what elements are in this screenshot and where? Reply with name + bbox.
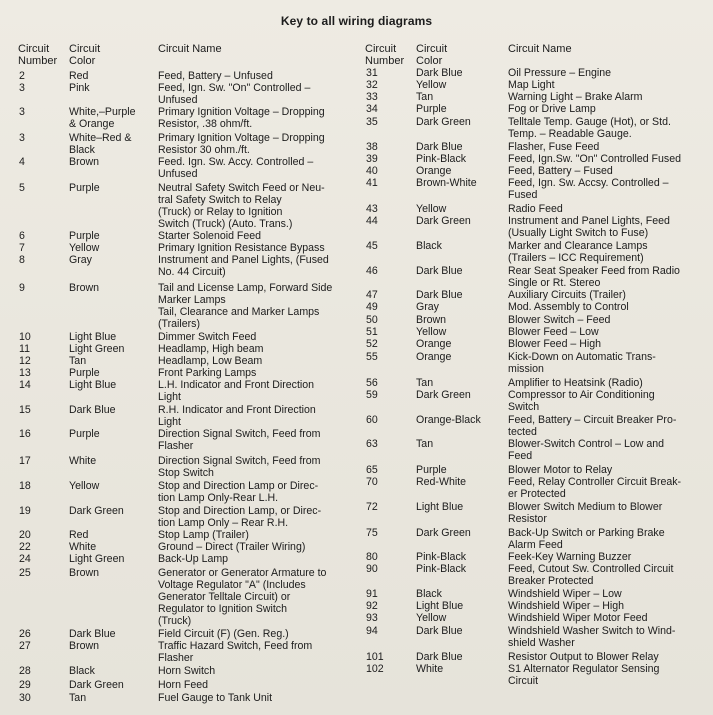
circuit-color: Black <box>416 240 442 252</box>
circuit-name: Alarm Feed <box>508 539 563 551</box>
circuit-name: Stop Switch <box>158 467 214 479</box>
circuit-number: 43 <box>366 203 378 215</box>
circuit-name: Dimmer Switch Feed <box>158 331 257 343</box>
circuit-color: Tan <box>416 438 434 450</box>
header-circuit-color: Circuit Color <box>69 43 101 67</box>
circuit-name: Field Circuit (F) (Gen. Reg.) <box>158 628 289 640</box>
circuit-number: 16 <box>19 428 31 440</box>
circuit-name: Amplifier to Heatsink (Radio) <box>508 377 643 389</box>
circuit-name: Breaker Protected <box>508 575 594 587</box>
circuit-number: 46 <box>366 265 378 277</box>
circuit-color: Purple <box>416 103 447 115</box>
circuit-color: Yellow <box>416 612 447 624</box>
circuit-color: Yellow <box>416 326 447 338</box>
circuit-color: Purple <box>69 182 100 194</box>
circuit-color: Red <box>69 529 89 541</box>
circuit-name: tion Lamp Only-Rear L.H. <box>158 492 279 504</box>
circuit-name: R.H. Indicator and Front Direction <box>158 404 316 416</box>
circuit-number: 59 <box>366 389 378 401</box>
circuit-color: Red-White <box>416 476 467 488</box>
circuit-name: Stop and Direction Lamp, or Direc- <box>158 505 322 517</box>
circuit-number: 40 <box>366 165 378 177</box>
circuit-number: 45 <box>366 240 378 252</box>
circuit-number: 26 <box>19 628 31 640</box>
circuit-number: 20 <box>19 529 31 541</box>
circuit-name: Tail and License Lamp, Forward Side <box>158 282 333 294</box>
circuit-name: (Usually Light Switch to Fuse) <box>508 227 649 239</box>
circuit-color: Dark Blue <box>416 141 463 153</box>
circuit-name: No. 44 Circuit) <box>158 266 226 278</box>
circuit-number: 18 <box>19 480 31 492</box>
circuit-name: Fuel Gauge to Tank Unit <box>158 692 273 704</box>
circuit-number: 11 <box>19 343 30 355</box>
circuit-number: 72 <box>366 501 378 513</box>
circuit-name: Oil Pressure – Engine <box>508 67 612 79</box>
circuit-color: Light Blue <box>416 600 464 612</box>
circuit-name: Light <box>158 416 181 428</box>
circuit-number: 14 <box>19 379 31 391</box>
circuit-number: 33 <box>366 91 378 103</box>
circuit-name: Generator or Generator Armature to <box>158 567 327 579</box>
circuit-name: Feek-Key Warning Buzzer <box>508 551 632 563</box>
circuit-name: Ground – Direct (Trailer Wiring) <box>158 541 306 553</box>
circuit-name: Windshield Wiper Motor Feed <box>508 612 648 624</box>
circuit-color: Tan <box>416 377 434 389</box>
circuit-color: Black <box>69 665 95 677</box>
circuit-number: 55 <box>366 351 378 363</box>
circuit-color: Light Green <box>69 343 125 355</box>
circuit-color: White <box>69 455 97 467</box>
circuit-name: Feed, Ign. Sw. Accsy. Controlled – <box>508 177 669 189</box>
circuit-name: Auxiliary Circuits (Trailer) <box>508 289 626 301</box>
circuit-name: Resistor Output to Blower Relay <box>508 651 659 663</box>
circuit-color: Dark Green <box>416 527 471 539</box>
circuit-number: 31 <box>366 67 378 79</box>
circuit-number: 30 <box>19 692 31 704</box>
header-circuit-number: Circuit Number <box>18 43 58 67</box>
circuit-name: Feed. Ign. Sw. Accy. Controlled – <box>158 156 314 168</box>
circuit-number: 93 <box>366 612 378 624</box>
circuit-name: Feed, Battery – Fused <box>508 165 613 177</box>
circuit-color: Light Blue <box>69 379 117 391</box>
circuit-number: 52 <box>366 338 378 350</box>
circuit-color: Dark Green <box>416 215 471 227</box>
circuit-number: 92 <box>366 600 378 612</box>
circuit-number: 101 <box>366 651 384 663</box>
circuit-color: Pink-Black <box>416 153 467 165</box>
circuit-name: Single or Rt. Stereo <box>508 277 601 289</box>
circuit-name: Stop Lamp (Trailer) <box>158 529 249 541</box>
circuit-number: 2 <box>19 70 25 82</box>
circuit-color: Purple <box>69 367 100 379</box>
circuit-number: 80 <box>366 551 378 563</box>
circuit-name: Tail, Clearance and Marker Lamps <box>158 306 320 318</box>
circuit-number: 28 <box>19 665 31 677</box>
circuit-name: mission <box>508 363 544 375</box>
circuit-color: Black <box>416 588 442 600</box>
circuit-name: Horn Feed <box>158 679 209 691</box>
circuit-name: Blower Feed – Low <box>508 326 599 338</box>
circuit-number: 29 <box>19 679 31 691</box>
circuit-name: (Trailers – ICC Requirement) <box>508 252 644 264</box>
circuit-name: Regulator to Ignition Switch <box>158 603 287 615</box>
circuit-name: Starter Solenoid Feed <box>158 230 262 242</box>
circuit-name: Headlamp, High beam <box>158 343 264 355</box>
circuit-number: 75 <box>366 527 378 539</box>
circuit-number: 47 <box>366 289 378 301</box>
circuit-name: Compressor to Air Conditioning <box>508 389 655 401</box>
circuit-name: tected <box>508 426 537 438</box>
circuit-name: Feed, Cutout Sw. Controlled Circuit <box>508 563 674 575</box>
circuit-name: Feed, Ign. Sw. "On" Controlled – <box>158 82 311 94</box>
circuit-number: 24 <box>19 553 31 565</box>
circuit-color: Pink <box>69 82 90 94</box>
circuit-name: Primary Ignition Resistance Bypass <box>158 242 325 254</box>
circuit-name: Windshield Washer Switch to Wind- <box>508 625 676 637</box>
circuit-color: Orange <box>416 338 452 350</box>
circuit-color: Purple <box>69 428 100 440</box>
circuit-number: 41 <box>366 177 378 189</box>
circuit-color: Dark Blue <box>416 67 463 79</box>
circuit-color: Dark Green <box>69 679 124 691</box>
circuit-name: Resistor <box>508 513 547 525</box>
circuit-color: Brown-White <box>416 177 477 189</box>
circuit-color: Light Blue <box>69 331 117 343</box>
circuit-name: Flasher <box>158 440 194 452</box>
circuit-color: Black <box>69 144 95 156</box>
circuit-number: 70 <box>366 476 378 488</box>
circuit-name: Blower-Switch Control – Low and <box>508 438 665 450</box>
circuit-name: Blower Switch – Feed <box>508 314 611 326</box>
circuit-color: Light Blue <box>416 501 464 513</box>
circuit-name: Circuit <box>508 675 539 687</box>
circuit-color: Dark Blue <box>416 651 463 663</box>
circuit-number: 35 <box>366 116 378 128</box>
circuit-color: Dark Green <box>416 389 471 401</box>
circuit-color: Dark Blue <box>416 289 463 301</box>
circuit-name: Back-Up Lamp <box>158 553 229 565</box>
circuit-name: Map Light <box>508 79 555 91</box>
circuit-number: 50 <box>366 314 378 326</box>
circuit-color: Brown <box>69 282 100 294</box>
circuit-name: (Truck) or Relay to Ignition <box>158 206 283 218</box>
circuit-color: Brown <box>416 314 447 326</box>
circuit-number: 60 <box>366 414 378 426</box>
circuit-name: Instrument and Panel Lights, (Fused <box>158 254 329 266</box>
circuit-name: Rear Seat Speaker Feed from Radio <box>508 265 680 277</box>
circuit-number: 27 <box>19 640 31 652</box>
circuit-color: Tan <box>416 91 434 103</box>
circuit-color: Purple <box>69 230 100 242</box>
circuit-name: Telltale Temp. Gauge (Hot), or Std. <box>508 116 671 128</box>
circuit-color: Dark Blue <box>69 404 116 416</box>
circuit-name: Neutral Safety Switch Feed or Neu- <box>158 182 325 194</box>
circuit-name: Feed <box>508 450 533 462</box>
header-circuit-number-right: Circuit Number <box>365 43 405 67</box>
circuit-color: White <box>69 541 97 553</box>
circuit-name: Windshield Wiper – High <box>508 600 624 612</box>
circuit-name: Fused <box>508 189 538 201</box>
circuit-color: Light Green <box>69 553 125 565</box>
circuit-name: Stop and Direction Lamp or Direc- <box>158 480 319 492</box>
header-circuit-name-right: Circuit Name <box>508 43 572 55</box>
circuit-color: Red <box>69 70 89 82</box>
circuit-name: tion Lamp Only – Rear R.H. <box>158 517 289 529</box>
circuit-name: Temp. – Readable Gauge. <box>508 128 632 140</box>
circuit-number: 49 <box>366 301 378 313</box>
circuit-number: 63 <box>366 438 378 450</box>
circuit-name: Direction Signal Switch, Feed from <box>158 455 321 467</box>
header-circuit-color-right: Circuit Color <box>416 43 448 67</box>
circuit-number: 8 <box>19 254 25 266</box>
circuit-number: 5 <box>19 182 25 194</box>
circuit-number: 32 <box>366 79 378 91</box>
circuit-name: Kick-Down on Automatic Trans- <box>508 351 656 363</box>
circuit-color: White <box>416 663 444 675</box>
circuit-number: 9 <box>19 282 25 294</box>
circuit-color: Purple <box>416 464 447 476</box>
circuit-name: shield Washer <box>508 637 575 649</box>
circuit-number: 10 <box>19 331 31 343</box>
circuit-name: Front Parking Lamps <box>158 367 257 379</box>
circuit-number: 4 <box>19 156 25 168</box>
circuit-number: 90 <box>366 563 378 575</box>
circuit-name: Primary Ignition Voltage – Dropping <box>158 132 325 144</box>
circuit-name: Feed, Relay Controller Circuit Break- <box>508 476 682 488</box>
circuit-number: 38 <box>366 141 378 153</box>
header-circuit-name: Circuit Name <box>158 43 222 55</box>
circuit-name: Headlamp, Low Beam <box>158 355 263 367</box>
circuit-name: Mod. Assembly to Control <box>508 301 629 313</box>
circuit-name: (Trailers) <box>158 318 200 330</box>
circuit-color: Brown <box>69 567 100 579</box>
circuit-color: Dark Blue <box>416 265 463 277</box>
circuit-name: (Truck) <box>158 615 192 627</box>
circuit-color: Yellow <box>69 480 100 492</box>
circuit-color: Gray <box>69 254 92 266</box>
circuit-color: Dark Green <box>416 116 471 128</box>
circuit-number: 13 <box>19 367 31 379</box>
circuit-color: Dark Green <box>69 505 124 517</box>
circuit-color: Yellow <box>69 242 100 254</box>
circuit-number: 12 <box>19 355 31 367</box>
circuit-name: Flasher <box>158 652 194 664</box>
circuit-number: 51 <box>366 326 378 338</box>
circuit-name: Feed, Battery – Circuit Breaker Pro- <box>508 414 677 426</box>
circuit-name: Switch <box>508 401 540 413</box>
circuit-number: 3 <box>19 132 25 144</box>
circuit-number: 19 <box>19 505 31 517</box>
circuit-name: Blower Motor to Relay <box>508 464 613 476</box>
circuit-number: 3 <box>19 82 25 94</box>
circuit-number: 39 <box>366 153 378 165</box>
circuit-name: Fog or Drive Lamp <box>508 103 596 115</box>
circuit-number: 6 <box>19 230 25 242</box>
circuit-name: Switch (Truck) (Auto. Trans.) <box>158 218 293 230</box>
circuit-name: Resistor 30 ohm./ft. <box>158 144 250 156</box>
circuit-color: White–Red & <box>69 132 132 144</box>
circuit-name: S1 Alternator Regulator Sensing <box>508 663 660 675</box>
circuit-number: 15 <box>19 404 31 416</box>
circuit-color: Pink-Black <box>416 563 467 575</box>
circuit-number: 65 <box>366 464 378 476</box>
circuit-color: Yellow <box>416 203 447 215</box>
circuit-name: Primary Ignition Voltage – Dropping <box>158 106 325 118</box>
page-title: Key to all wiring diagrams <box>280 14 433 28</box>
circuit-color: Dark Blue <box>69 628 116 640</box>
circuit-name: Unfused <box>158 168 198 180</box>
circuit-name: tral Safety Switch to Relay <box>158 194 282 206</box>
circuit-number: 17 <box>19 455 31 467</box>
circuit-name: Light <box>158 391 181 403</box>
circuit-name: Blower Switch Medium to Blower <box>508 501 663 513</box>
circuit-color: Dark Blue <box>416 625 463 637</box>
circuit-number: 7 <box>19 242 25 254</box>
circuit-number: 102 <box>366 663 384 675</box>
circuit-color: Tan <box>69 692 87 704</box>
circuit-name: Back-Up Switch or Parking Brake <box>508 527 665 539</box>
circuit-name: Feed, Ign.Sw. "On" Controlled Fused <box>508 153 681 165</box>
circuit-name: Unfused <box>158 94 198 106</box>
circuit-number: 25 <box>19 567 31 579</box>
circuit-name: Radio Feed <box>508 203 563 215</box>
circuit-color: White,–Purple <box>69 106 136 118</box>
circuit-name: Blower Feed – High <box>508 338 602 350</box>
circuit-color: Orange <box>416 165 452 177</box>
circuit-color: Gray <box>416 301 439 313</box>
circuit-name: Instrument and Panel Lights, Feed <box>508 215 670 227</box>
circuit-number: 22 <box>19 541 31 553</box>
circuit-name: Direction Signal Switch, Feed from <box>158 428 321 440</box>
circuit-color: Orange-Black <box>416 414 481 426</box>
circuit-number: 56 <box>366 377 378 389</box>
circuit-color: Pink-Black <box>416 551 467 563</box>
circuit-color: Yellow <box>416 79 447 91</box>
circuit-color: Brown <box>69 640 100 652</box>
circuit-color: Orange <box>416 351 452 363</box>
circuit-number: 34 <box>366 103 378 115</box>
circuit-color: Tan <box>69 355 87 367</box>
circuit-name: Horn Switch <box>158 665 216 677</box>
circuit-color: & Orange <box>69 118 115 130</box>
circuit-name: Marker Lamps <box>158 294 226 306</box>
circuit-number: 3 <box>19 106 25 118</box>
circuit-name: Flasher, Fuse Feed <box>508 141 600 153</box>
circuit-name: Warning Light – Brake Alarm <box>508 91 643 103</box>
circuit-number: 94 <box>366 625 378 637</box>
circuit-number: 44 <box>366 215 378 227</box>
circuit-name: Traffic Hazard Switch, Feed from <box>158 640 313 652</box>
circuit-name: L.H. Indicator and Front Direction <box>158 379 315 391</box>
circuit-name: Voltage Regulator "A" (Includes <box>158 579 306 591</box>
circuit-name: Feed, Battery – Unfused <box>158 70 273 82</box>
circuit-name: Marker and Clearance Lamps <box>508 240 648 252</box>
circuit-name: Resistor, .38 ohm/ft. <box>158 118 253 130</box>
circuit-number: 91 <box>366 588 378 600</box>
circuit-name: er Protected <box>508 488 566 500</box>
circuit-name: Generator Telltale Circuit) or <box>158 591 291 603</box>
circuit-color: Brown <box>69 156 100 168</box>
circuit-name: Windshield Wiper – Low <box>508 588 622 600</box>
